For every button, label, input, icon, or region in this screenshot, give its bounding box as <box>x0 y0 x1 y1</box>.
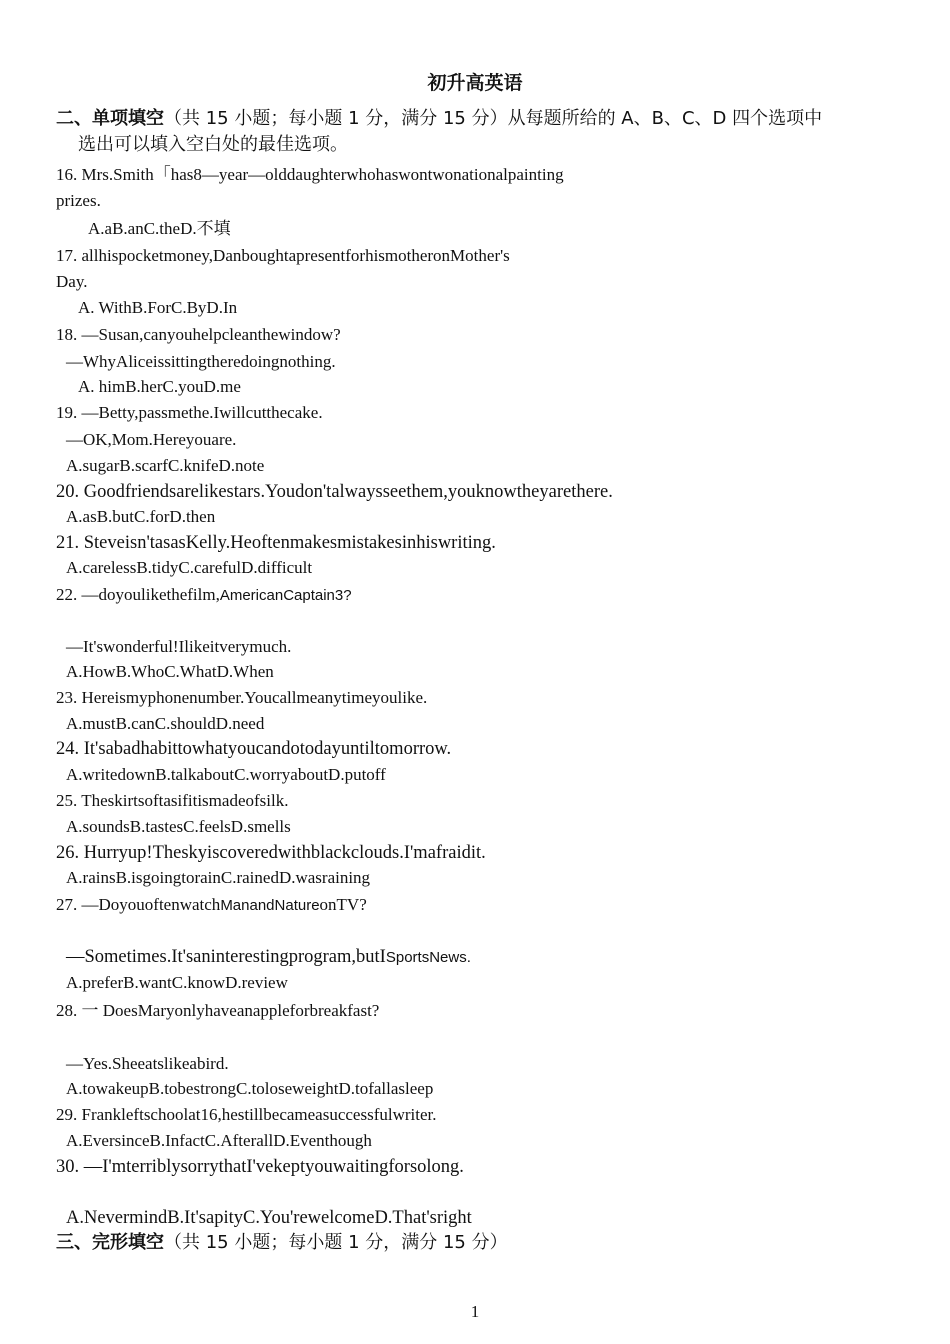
question-22-options: A.HowB.WhoC.WhatD.When <box>66 662 274 681</box>
question-27-response <box>66 946 471 969</box>
question-29-options: A.EversinceB.InfactC.AfterallD.Eventhough <box>66 1131 372 1150</box>
question-17-stem: 17. allhispocketmoney,DanboughtapresentforhismotheronMother's <box>56 246 510 265</box>
question-30-options: A.NevermindB.It'sapityC.You'rewelcomeD.That'sright <box>66 1208 472 1228</box>
question-27-response-text: —Sometimes.It'saninterestingprogram,butI <box>66 947 386 967</box>
question-16-stem: 16. Mrs.Smith「has8—year—olddaughterwhohaswontwonationalpainting <box>56 165 564 184</box>
question-21-stem: 21. Steveisn'tasasKelly.Heoftenmakesmistakesinhiswriting. <box>56 533 496 553</box>
question-27-stem-text: 27. —Doyouoftenwatch <box>56 895 221 914</box>
question-21-options: A.carelessB.tidyC.carefulD.difficult <box>66 558 313 577</box>
question-17-stem-cont: Day. <box>56 272 88 291</box>
section-3-heading <box>56 1230 896 1256</box>
question-27-stem-end: onTV? <box>319 895 367 914</box>
question-27-options: A.preferB.wantC.knowD.review <box>66 973 288 992</box>
question-27-program-title: ManandNature <box>220 897 320 914</box>
section-2-label: 二、单项填空 <box>56 108 164 129</box>
question-26-options: A.rainsB.isgoingtorainC.rainedD.wasraining <box>66 868 371 887</box>
question-28-stem: 28. 一 DoesMaryonlyhaveanappleforbreakfast? <box>56 1001 380 1020</box>
question-27-response-program: SportsNews. <box>385 949 471 966</box>
question-16-stem-cont: prizes. <box>56 191 101 210</box>
question-19-stem: 19. —Betty,passmethe.Iwillcutthecake. <box>56 403 323 422</box>
page-number: 1 <box>470 1302 480 1321</box>
question-20-options: A.asB.butC.forD.then <box>66 507 216 526</box>
section-3-label: 三、完形填空 <box>56 1232 164 1253</box>
question-30-stem: 30. —I'mterriblysorrythatI'vekeptyouwaitingforsolong. <box>56 1157 464 1177</box>
question-29-stem: 29. Frankleftschoolat16,hestillbecameasuccessfulwriter. <box>56 1105 437 1124</box>
section-2-desc-cont: 选出可以填入空白处的最佳选项。 <box>78 134 348 155</box>
question-27-stem <box>56 894 367 917</box>
question-22-stem <box>56 584 352 607</box>
question-20-stem: 20. Goodfriendsarelikestars.Youdon'talwaysseethem,youknowtheyarethere. <box>56 482 613 502</box>
question-16-options: A.aB.anC.theD.不填 <box>88 219 231 238</box>
question-25-options: A.soundsB.tastesC.feelsD.smells <box>66 817 291 836</box>
question-24-options: A.writedownB.talkaboutC.worryaboutD.putoff <box>66 765 386 784</box>
question-17-options: A. WithB.ForC.ByD.In <box>78 298 238 317</box>
section-2-desc: （共 15 小题；每小题 1 分，满分 15 分）从每题所给的 A、B、C、D 四个选项中 <box>164 108 823 129</box>
question-26-stem: 26. Hurryup!Theskyiscoveredwithblackclouds.I'mafraidit. <box>56 843 486 863</box>
question-24-stem: 24. It'sabadhabittowhatyoucandotodayuntiltomorrow. <box>56 739 452 759</box>
question-19-response: —OK,Mom.Hereyouare. <box>66 430 237 449</box>
question-19-options: A.sugarB.scarfC.knifeD.note <box>66 456 265 475</box>
question-18-stem: 18. —Susan,canyouhelpcleanthewindow? <box>56 325 341 344</box>
question-22-film-title: AmericanCaptain3? <box>219 587 352 604</box>
question-25-stem: 25. Theskirtsoftasifitismadeofsilk. <box>56 791 289 810</box>
question-23-stem: 23. Hereismyphonenumber.Youcallmeanytimeyoulike. <box>56 688 428 707</box>
page-title: 初升高英语 <box>427 72 523 94</box>
question-18-options: A. himB.herC.youD.me <box>78 377 241 396</box>
question-28-options: A.towakeupB.tobestrongC.toloseweightD.tofallasleep <box>66 1079 434 1098</box>
section-3-desc: （共 15 小题；每小题 1 分，满分 15 分） <box>164 1232 508 1253</box>
question-23-options: A.mustB.canC.shouldD.need <box>66 714 265 733</box>
question-28-response: —Yes.Sheeatslikeabird. <box>66 1054 229 1073</box>
section-2-heading <box>56 106 896 158</box>
question-18-response: —WhyAliceissittingtheredoingnothing. <box>66 352 336 371</box>
question-22-stem-text: 22. —doyoulikethefilm, <box>56 585 220 604</box>
question-22-response: —It'swonderful!Ilikeitverymuch. <box>66 637 292 656</box>
